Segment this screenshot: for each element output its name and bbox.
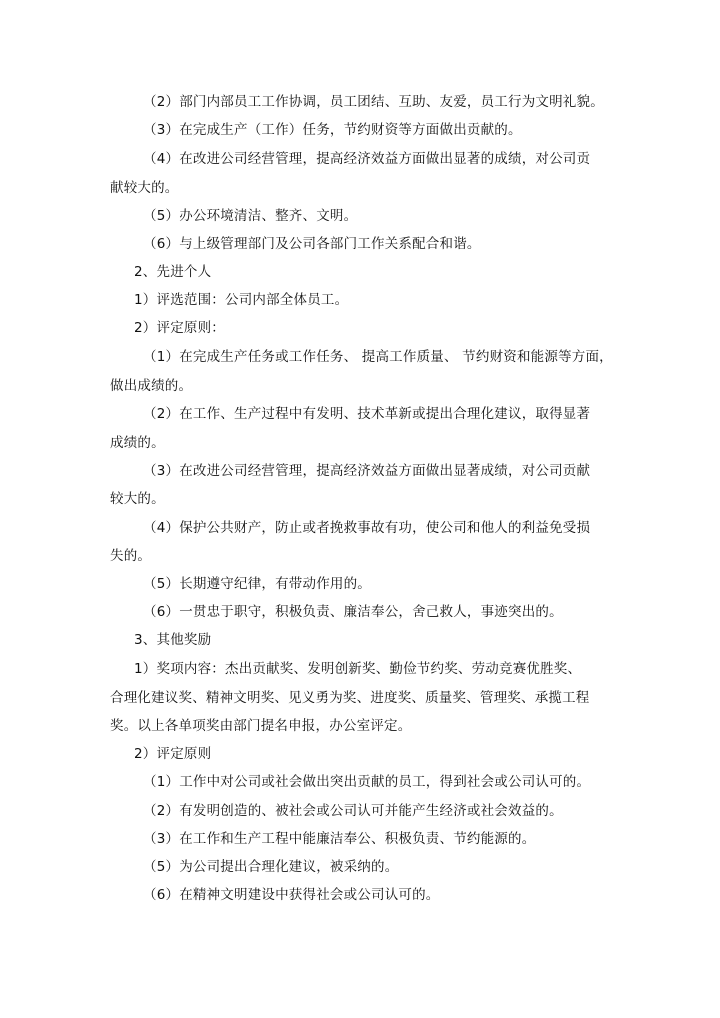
text-line: 1）奖项内容：杰出贡献奖、发明创新奖、勤俭节约奖、劳动竞赛优胜奖、 (134, 661, 582, 677)
section-heading: 3、其他奖励 (134, 632, 212, 648)
text-line: 成绩的。 (110, 435, 165, 451)
text-line: （3）在完成生产（工作）任务，节约财资等方面做出贡献的。 (143, 122, 522, 138)
text-line: 2）评定原则 (134, 746, 212, 762)
text-line: 失的。 (110, 548, 152, 564)
text-line: （4）在改进公司经营管理，提高经济效益方面做出显著的成绩，对公司贡 (143, 151, 591, 167)
text-line: （5）为公司提出合理化建议，被采纳的。 (143, 859, 399, 875)
text-line: （4）保护公共财产，防止或者挽救事故有功，使公司和他人的利益免受损 (143, 520, 591, 536)
text-line: （6）一贯忠于职守，积极负责、廉洁奉公，舍己救人，事迹突出的。 (143, 604, 563, 620)
text-line: 做出成绩的。 (110, 378, 193, 394)
text-line: （2）有发明创造的、被社会或公司认可并能产生经济或社会效益的。 (143, 803, 563, 819)
text-line: 献较大的。 (110, 180, 179, 196)
text-line: 较大的。 (110, 491, 165, 507)
text-line: （3）在改进公司经营管理，提高经济效益方面做出显著成绩，对公司贡献 (143, 463, 591, 479)
text-line: （5）办公环境清洁、整齐、文明。 (143, 208, 358, 224)
text-line: （5）长期遵守纪律，有带动作用的。 (143, 576, 371, 592)
text-line: （6）在精神文明建设中获得社会或公司认可的。 (143, 887, 440, 903)
text-line: 1）评选范围：公司内部全体员工。 (134, 292, 349, 308)
text-line: （2）在工作、生产过程中有发明、技术革新或提出合理化建议，取得显著 (143, 406, 591, 422)
section-heading: 2、先进个人 (134, 264, 212, 280)
text-line: 合理化建议奖、精神文明奖、见义勇为奖、进度奖、质量奖、管理奖、承揽工程 (110, 690, 590, 706)
text-line: 2）评定原则： (134, 320, 225, 336)
text-line: 奖。以上各单项奖由部门提名申报，办公室评定。 (110, 718, 412, 734)
text-line: （6）与上级管理部门及公司各部门工作关系配合和谐。 (143, 236, 481, 252)
text-line: （3）在工作和生产工程中能廉洁奉公、积极负责、节约能源的。 (143, 831, 536, 847)
text-line: （1）在完成生产任务或工作任务、 提高工作质量、 节约财资和能源等方面， (143, 349, 613, 365)
text-line: （1）工作中对公司或社会做出突出贡献的员工，得到社会或公司认可的。 (143, 774, 591, 790)
text-line: （2）部门内部员工工作协调，员工团结、互助、友爱，员工行为文明礼貌。 (143, 94, 604, 110)
